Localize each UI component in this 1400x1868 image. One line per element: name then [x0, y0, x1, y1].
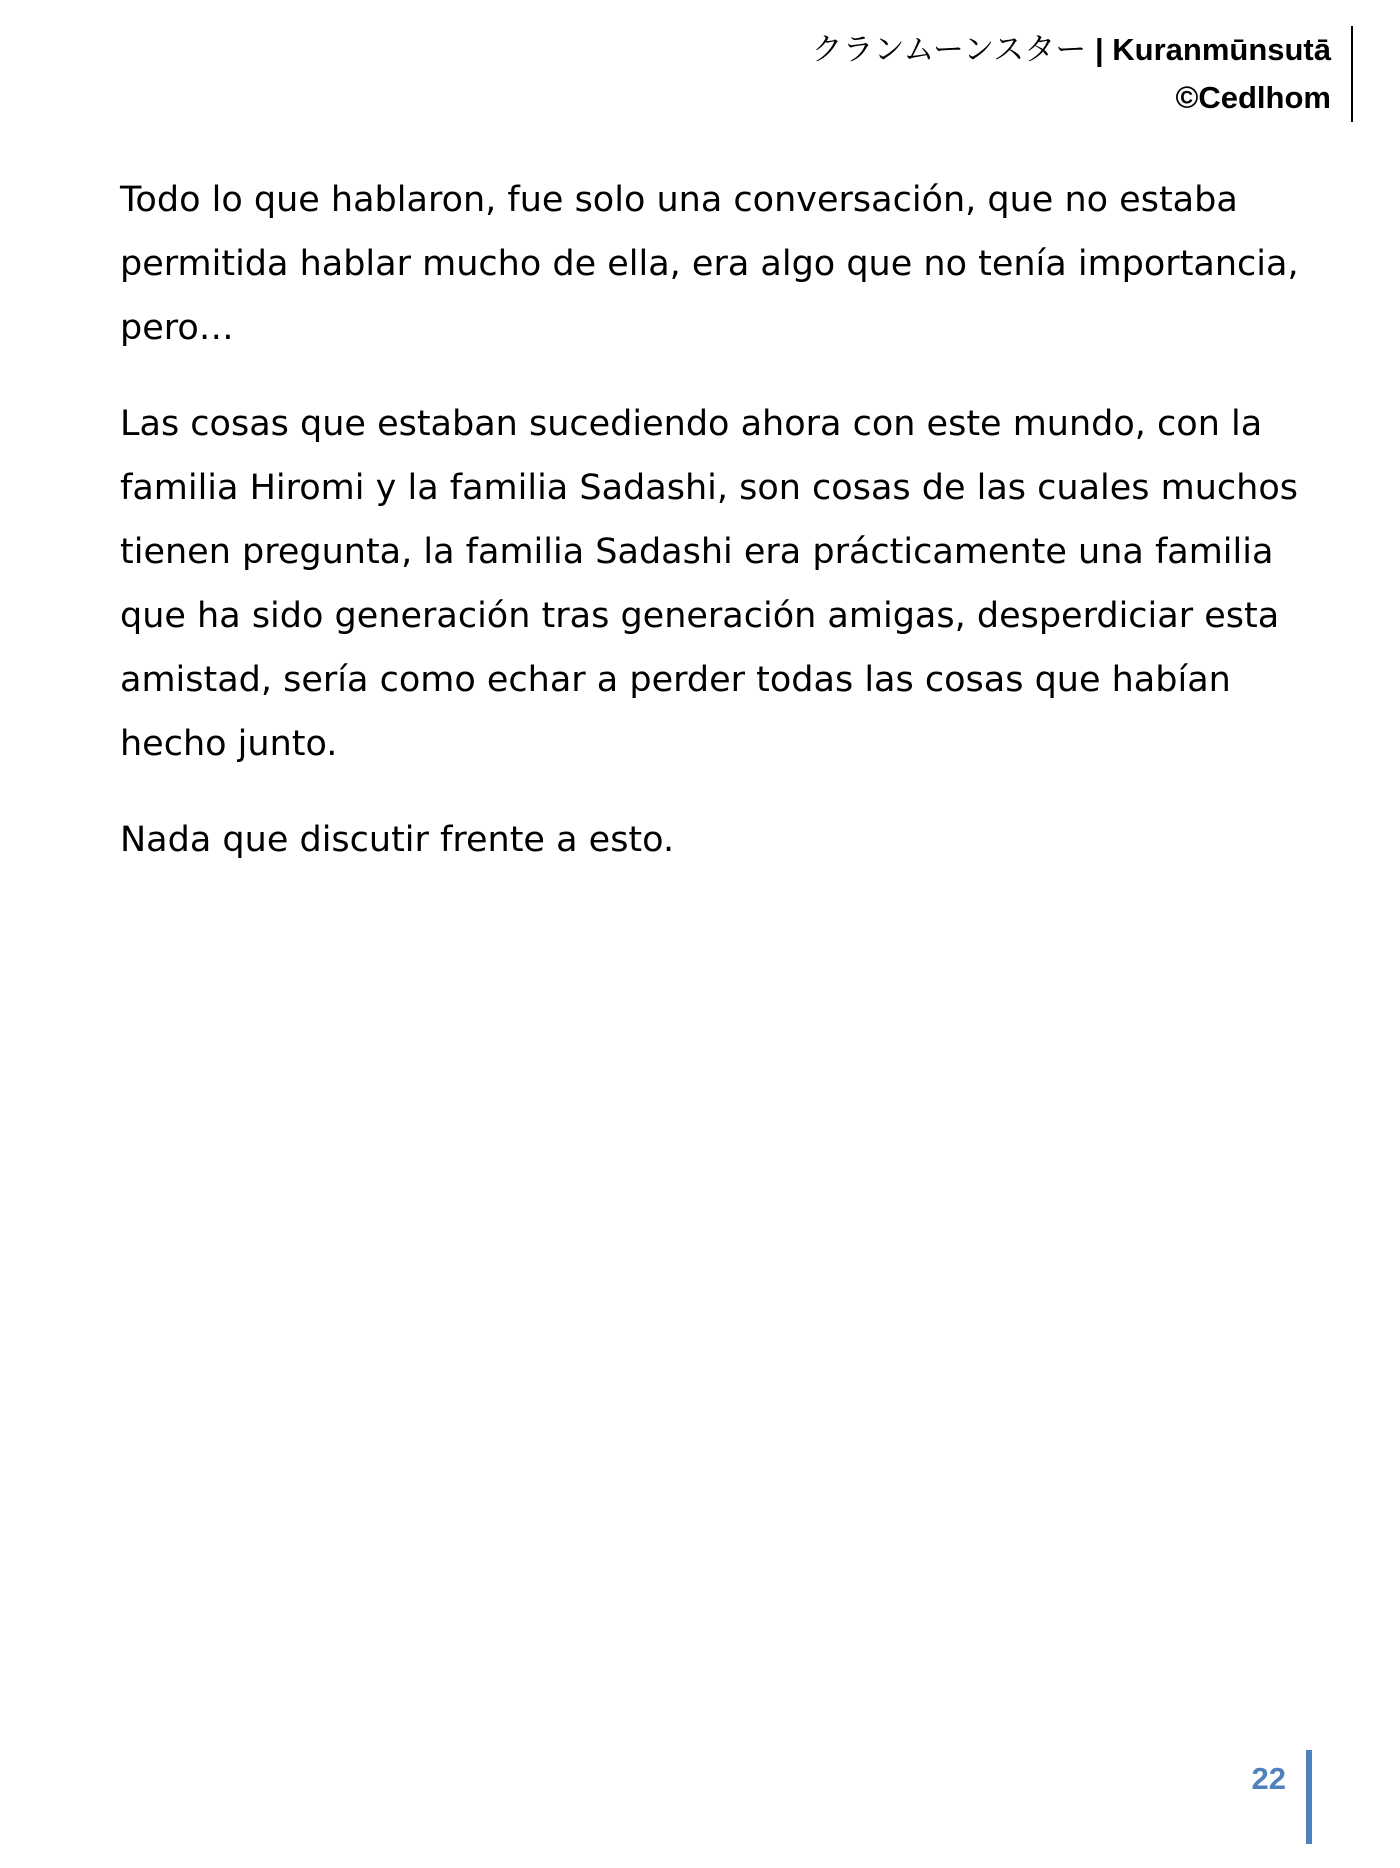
header-title — [812, 26, 1331, 74]
header-title-romaji: Kuranmūnsutā — [1112, 32, 1331, 67]
paragraph: Las cosas que estaban sucediendo ahora con este mundo, con la familia Hiromi y la familia Sadashi, son cosas de las cuales muchos tienen pregunta, la familia Sadashi era prácticamente una familia que ha sido generación tras generación amigas, desperdiciar esta amistad, sería como echar a perder todas las cosas que habían hecho junto. — [120, 404, 1299, 764]
page-number-footer — [1252, 1750, 1312, 1844]
page-number: 22 — [1251, 1761, 1286, 1796]
page-header — [812, 26, 1353, 122]
header-separator: | — [1094, 32, 1104, 67]
header-title-japanese: クランムーンスター — [811, 32, 1087, 68]
paragraph: Nada que discutir frente a esto. — [120, 820, 675, 860]
header-copyright: ©Cedlhom — [1175, 80, 1331, 115]
paragraph: Todo lo que hablaron, fue solo una conversación, que no estaba permitida hablar mucho de ella, era algo que no tenía importancia, pero… — [120, 180, 1299, 348]
document-body — [120, 168, 1310, 904]
